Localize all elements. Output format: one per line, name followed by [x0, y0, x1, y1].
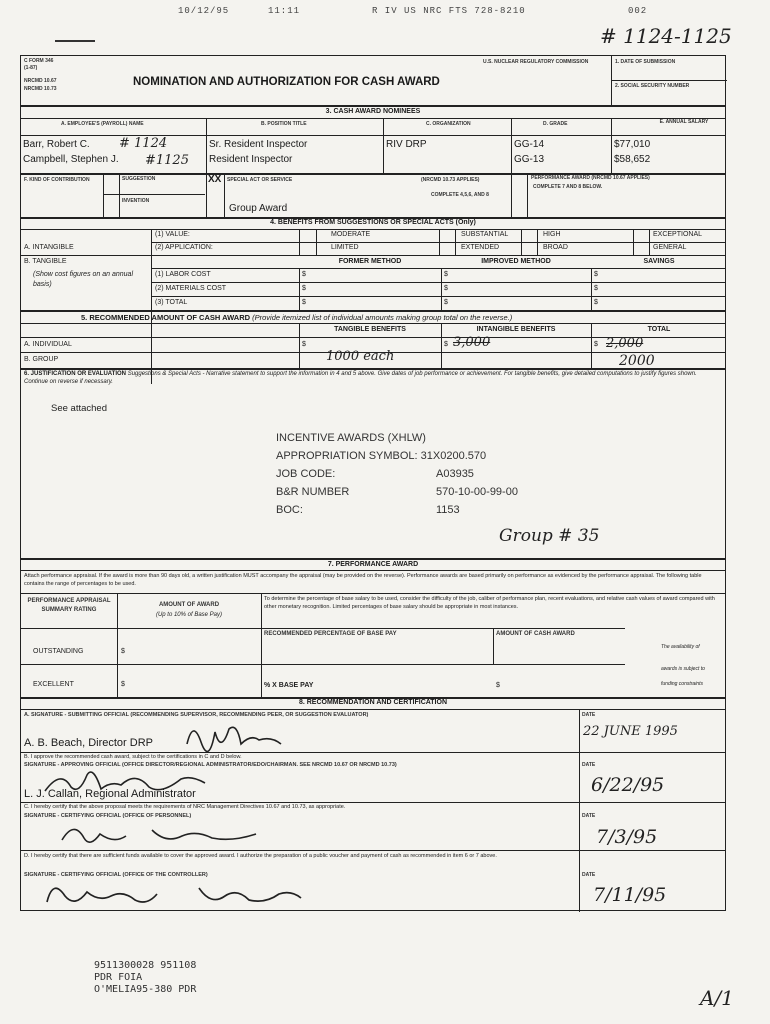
col-salary: E. ANNUAL SALARY [659, 119, 709, 125]
special-act-nrcmd: (NRCMD 10.73 APPLIES) [421, 177, 480, 183]
col-employee-name: A. EMPLOYEE'S (PAYROLL) NAME [61, 121, 144, 127]
amount-cash-label: AMOUNT OF CASH AWARD [496, 631, 575, 637]
tangible-note: (Show cost figures on an annual basis) [33, 271, 134, 288]
rec-pct-label: RECOMMENDED PERCENTAGE OF BASE PAY [264, 631, 397, 637]
nominee-1-title: Sr. Resident Inspector [209, 139, 308, 150]
group-tangible-amount: 1000 each [326, 349, 395, 364]
application-general[interactable]: GENERAL [653, 244, 687, 251]
determine-note: To determine the percentage of base salary to be used, consider the difficulty of the job, caliber of performance plan, recent evaluations, and relative cash values of award compared with other monetary recognition. Limited percentages of base salary should be appropriate in most instances. [264, 596, 715, 610]
nominee-1-salary: $77,010 [614, 139, 651, 150]
stamp-title: INCENTIVE AWARDS (XHLW) [276, 432, 426, 444]
boc-code: 1153 [436, 504, 460, 516]
fax-time: 11:11 [268, 6, 301, 16]
nominee-2-name: Campbell, Stephen J. [23, 154, 119, 165]
signature-controller [39, 874, 309, 912]
performance-award-option: PERFORMANCE AWARD (NRCMD 10.67 APPLIES) [531, 175, 650, 181]
sig-c-text: C. I hereby certify that the above proposal meets the requirements of NRC Management Directives 10.67 and 10.73, as appropriate. [24, 804, 346, 810]
group-total-crossed: 2,000 [606, 336, 644, 351]
intangible-benefits-header: INTANGIBLE BENEFITS [476, 326, 556, 333]
application-broad[interactable]: BROAD [543, 244, 568, 251]
scribble-mark [55, 40, 95, 42]
section-7-title: 7. PERFORMANCE AWARD [327, 561, 419, 568]
total-header: TOTAL [647, 326, 671, 333]
application-limited[interactable]: LIMITED [331, 244, 359, 251]
pdr-stamp [94, 960, 196, 996]
sig-d-label: SIGNATURE - CERTIFYING OFFICIAL (OFFICE OF THE CONTROLLER) [24, 872, 208, 878]
sig-b-label: SIGNATURE - APPROVING OFFICIAL (OFFICE DIRECTOR/REGIONAL ADMINISTRATOR/EDO/CHAIRMAN. SEE NRCMD 10.67 OR NRCMD 10.73) [24, 762, 397, 768]
agency-name: U.S. NUCLEAR REGULATORY COMMISSION [483, 59, 589, 65]
availability-note-1: The availability of [661, 644, 700, 650]
x-base-pay-label: % X BASE PAY [264, 682, 314, 689]
nominee-2-salary: $58,652 [614, 154, 651, 165]
award-form: C FORM 346 (1-87) NRCMD 10.67 NRCMD 10.73 NOMINATION AND AUTHORIZATION FOR CASH AWARD U.S. NUCLEAR REGULATORY COMMISSION 1. DATE OF SUBMISSION 2. SOCIAL SECURITY NUMBER 3. CASH AWARD NOMINEES A. EMPLOYEE'S (PAYROLL) NAME B. POSITION TITLE C. ORGANIZATION D. GRADE E. ANNUAL SALARY Barr, Robert C. # 1124 Sr. Resident Inspector RIV DRP GG-14 $77,010 Campbell, Stephen J. #1125 Resident Inspector GG-13 $58,652 F. KIND OF CONTRIBUTION SUGGESTION INVENTION XX SPECIAL ACT OR SERVICE (NRCMD 10.73 APPLIES) COMPLETE 4,5,6, AND 8 Group Award PERFORMANCE AWARD (NRCMD 10.67 APPLIES) COMPLETE 7 AND 8 BELOW. 4. BENEFITS FROM SUGGESTIONS OR SPECIAL ACTS (Only) A. INTANGIBLE (1) VALUE: (2) APPLICATION: MODERATE LIMITED SUBSTANTIAL EXTENDED HIGH BROAD EXCEPTIONAL GENERAL B. TANGIBLE (Show cost figures on an annual basis) FORMER METHOD IMPROVED METHOD SAVINGS (1) LABOR COST (2) MATERIALS COST (3) TOTAL $ $ $ $ $ $ $ $ $ 5. RECOMMENDED AMOUNT OF CASH AWARD (Provide itemized list of individual amounts making group total on the reverse.) TANGIBLE BENEFITS INTANGIBLE BENEFITS TOTAL A. INDIVIDUAL B. GROUP $ $ $ 1000 each 3,000 2,000 2000 6. JUSTIFICATION OR EVALUATION Suggestions & Special Acts - Narrative statement to support the information in 4 and 5 above. Give dates of job performance or achievement. For tangible benefits, give detailed computations to justify figures shown. Continue on reverse if necessary. See attached INCENTIVE AWARDS (XHLW) APPROPRIATION SYMBOL: 31X0200.570 JOB CODE: A03935 B&R NUMBER 570-10-00-99-00 BOC: 1153 Group # 35 7. PERFORMANCE AWARD Attach performance appraisal. If the award is more than 90 days old, a written justification MUST accompany the appraisal (may be provided on the reverse). Performance awards are based primarily on performance as evidenced by the performance appraisal. The following table contains the range of percentages to be used. PERFORMANCE APPRAISAL SUMMARY RATING AMOUNT OF AWARD (Up to 10% of Base Pay) To determine the percentage of base salary to be used, consider the difficulty of the job, caliber of performance plan, recent evaluations, and relative cash values of award compared with other monetary recognition. Limited percentages of base salary should be appropriate in most instances. RECOMMENDED PERCENTAGE OF BASE PAY AMOUNT OF CASH AWARD OUTSTANDING $ EXCELLENT $ % X BASE PAY $ The availability of awards is subject to funding constraints 8. RECOMMENDATION AND CERTIFICATION A. SIGNATURE - SUBMITTING OFFICIAL (RECOMMENDING SUPERVISOR, RECOMMENDING PEER, OR SUGGESTION EVALUATOR) DATE A. B. Beach, Director DRP 22 JUNE 1995 B. I approve the recommended cash award, subject to the certifications in C and D below. SIGNATURE - APPROVING OFFICIAL (OFFICE DIRECTOR/REGIONAL ADMINISTRATOR/EDO/CHAIRMAN. SEE NRCMD 10.67 OR NRCMD 10.73) DATE L. J. Callan, Regional Administrator 6/22/95 C. I hereby certify that the above proposal meets the requirements of NRC Management Directives 10.67 and 10.73, as appropriate. SIGNATURE - CERTIFYING OFFICIAL (OFFICE OF PERSONNEL) DATE 7/3/95 D. I hereby certify that there are sufficient funds available to cover the approved award. I authorize the preparation of a public voucher and payment of cash as recommended in item 6 or 7 above. SIGNATURE - CERTIFYING OFFICIAL (OFFICE OF THE CONTROLLER) DATE 7/11/95 [20, 55, 726, 911]
availability-note-3: funding constraints [661, 681, 703, 687]
nominee-1-name: Barr, Robert C. [23, 139, 90, 150]
materials-cost-label: (2) MATERIALS COST [155, 285, 227, 292]
group-total-amount: 2000 [619, 353, 655, 369]
sig-d-text: D. I hereby certify that there are sufficient funds available to cover the approved award. I authorize the preparation of a public voucher and payment of cash as recommended in item 6 or 7 above. [24, 853, 497, 859]
former-method-header: FORMER METHOD [338, 258, 402, 265]
kind-label: F. KIND OF CONTRIBUTION [24, 177, 90, 183]
appraisal-rating-header: PERFORMANCE APPRAISAL SUMMARY RATING [27, 598, 111, 613]
special-act-instruction: COMPLETE 4,5,6, AND 8 [431, 192, 489, 198]
col-organization: C. ORGANIZATION [426, 121, 471, 127]
intangible-application-label: (2) APPLICATION: [155, 244, 213, 251]
group-intangible-amount: 3,000 [453, 335, 491, 350]
see-attached-text: See attached [51, 403, 107, 414]
excellent-label: EXCELLENT [33, 681, 74, 688]
nominee-1-hand: # 1124 [119, 136, 168, 151]
date-of-submission-label: 1. DATE OF SUBMISSION [615, 59, 676, 65]
sig-b-name: L. J. Callan, Regional Administrator [24, 788, 196, 800]
section-4-title: 4. BENEFITS FROM SUGGESTIONS OR SPECIAL ACTS (Only) [270, 219, 476, 226]
sig-b-text: B. I approve the recommended cash award, subject to the certifications in C and D below. [24, 754, 242, 760]
section-6-header [24, 370, 720, 386]
pdr-stamp-line3: O'MELIA95-380 PDR [94, 984, 197, 995]
section-3-title: 3. CASH AWARD NOMINEES [325, 108, 421, 115]
handwritten-number: # 1124-1125 [600, 24, 732, 48]
job-code: A03935 [436, 468, 474, 480]
value-high[interactable]: HIGH [543, 231, 561, 238]
signature-personnel [56, 814, 276, 854]
section-5-note: (Provide itemized list of individual amounts making group total on the reverse.) [252, 313, 513, 322]
intangible-value-label: (1) VALUE: [155, 231, 190, 238]
intangible-label: A. INTANGIBLE [24, 244, 74, 251]
value-exceptional[interactable]: EXCEPTIONAL [653, 231, 703, 238]
pdr-stamp-line1: 9511300028 951108 [94, 960, 197, 971]
sig-c-date: 7/3/95 [596, 826, 658, 848]
suggestion-option: SUGGESTION [122, 176, 156, 182]
tangible-benefits-header: TANGIBLE BENEFITS [334, 326, 406, 333]
nominee-2-hand: #1125 [145, 153, 189, 168]
total-cost-label: (3) TOTAL [155, 299, 188, 306]
application-extended[interactable]: EXTENDED [461, 244, 500, 251]
sig-d-date: 7/11/95 [593, 884, 667, 906]
sig-b-date: 6/22/95 [591, 774, 665, 796]
corner-handwriting: A/1 [700, 986, 734, 1010]
group-award-text: Group Award [229, 203, 288, 214]
fax-from: R IV US NRC FTS 728-8210 [372, 6, 526, 16]
individual-label: A. INDIVIDUAL [24, 341, 72, 348]
section-6-title: 6. JUSTIFICATION OR EVALUATION [24, 371, 127, 377]
performance-instruction: COMPLETE 7 AND 8 BELOW. [533, 184, 603, 190]
ssn-label: 2. SOCIAL SECURITY NUMBER [615, 83, 690, 89]
nominee-2-title: Resident Inspector [209, 154, 293, 165]
outstanding-label: OUTSTANDING [33, 648, 84, 655]
signature-beach [181, 714, 291, 756]
sig-c-label: SIGNATURE - CERTIFYING OFFICIAL (OFFICE OF PERSONNEL) [24, 813, 192, 819]
col-grade: D. GRADE [543, 121, 568, 127]
nominee-2-grade: GG-13 [514, 154, 545, 165]
fax-date: 10/12/95 [178, 6, 230, 16]
invention-option: INVENTION [122, 198, 150, 204]
section-8-title: 8. RECOMMENDATION AND CERTIFICATION [298, 699, 448, 706]
fax-page: 002 [628, 6, 648, 16]
special-act-option: SPECIAL ACT OR SERVICE [227, 177, 293, 183]
tangible-label: B. TANGIBLE [24, 258, 67, 265]
br-number: 570-10-00-99-00 [436, 486, 518, 498]
amount-of-award-sub: (Up to 10% of Base Pay) [155, 612, 223, 618]
incentive-stamp: INCENTIVE AWARDS (XHLW) APPROPRIATION SYMBOL: 31X0200.570 JOB CODE: A03935 B&R NUMBER 570-10-00-99-00 BOC: 1153 [276, 429, 518, 519]
value-moderate[interactable]: MODERATE [331, 231, 371, 238]
form-title: NOMINATION AND AUTHORIZATION FOR CASH AWARD [133, 76, 440, 88]
special-act-mark: XX [208, 174, 222, 185]
group-number-hand: Group # 35 [499, 526, 600, 546]
sig-a-label: A. SIGNATURE - SUBMITTING OFFICIAL (RECOMMENDING SUPERVISOR, RECOMMENDING PEER, OR SUGGESTION EVALUATOR) [24, 712, 369, 718]
availability-note-2: awards is subject to [661, 666, 705, 672]
amount-of-award-header: AMOUNT OF AWARD [158, 602, 220, 608]
section-5-title: 5. RECOMMENDED AMOUNT OF CASH AWARD [81, 313, 251, 322]
section-5-title-row [81, 313, 512, 322]
appropriation-symbol: 31X0200.570 [420, 450, 487, 462]
improved-method-header: IMPROVED METHOD [481, 258, 551, 265]
form-number: C FORM 346 [24, 58, 54, 64]
group-label: B. GROUP [24, 356, 59, 363]
savings-header: SAVINGS [643, 258, 675, 265]
nominee-1-org: RIV DRP [386, 139, 427, 150]
value-substantial[interactable]: SUBSTANTIAL [461, 231, 509, 238]
labor-cost-label: (1) LABOR COST [155, 271, 211, 278]
pdr-stamp-line2: PDR FOIA [94, 972, 143, 983]
sig-a-name: A. B. Beach, Director DRP [24, 737, 153, 749]
section-7-note: Attach performance appraisal. If the award is more than 90 days old, a written justification MUST accompany the appraisal (may be provided on the reverse). Performance awards are based primarily on performance as evidenced by the performance appraisal. The following table contains the range of percentages to be used. [24, 573, 702, 587]
section-6-note: Suggestions & Special Acts - Narrative statement to support the information in 4 and 5 above. Give dates of job performance or achievement. For tangible benefits, give detailed computations to justify figures shown. Continue on reverse if necessary. [24, 371, 697, 385]
nominee-1-grade: GG-14 [514, 139, 545, 150]
sig-a-date: 22 JUNE 1995 [583, 724, 678, 739]
col-position-title: B. POSITION TITLE [261, 121, 307, 127]
